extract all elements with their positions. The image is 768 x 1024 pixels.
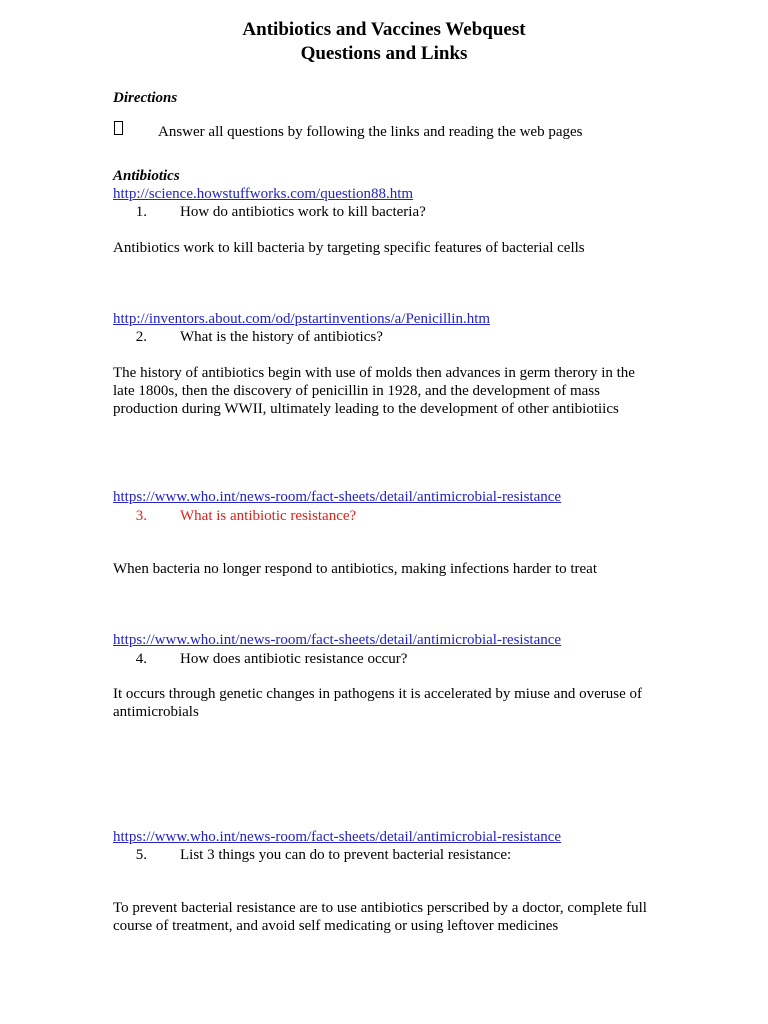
section-heading-antibiotics: Antibiotics — [113, 168, 180, 184]
answer-text-5: To prevent bacterial resistance are to use antibiotics perscribed by a doctor, complete full course of treatment, and avoid self medicating or using leftover medicines — [113, 900, 647, 934]
answer-text-3: When bacteria no longer respond to antibiotics, making infections harder to treat — [113, 561, 598, 577]
bullet-icon — [114, 121, 123, 140]
question-number-2: 2. — [135, 329, 147, 345]
question-number-1: 1. — [135, 204, 147, 220]
link-item-1[interactable]: http://science.howstuffworks.com/question88.htm — [113, 186, 414, 202]
link-item-4[interactable]: https://www.who.int/news-room/fact-sheets/detail/antimicrobial-resistance — [113, 632, 562, 648]
question-number-3: 3. — [135, 508, 147, 524]
answer-text-2: The history of antibiotics begin with use of molds then advances in germ therory in the late 1800s, then the discovery of penicillin in 1928, and the development of mass production during WWII, ultimately leading to the development of other antibiotiics — [113, 365, 635, 417]
question-text-1: How do antibiotics work to kill bacteria? — [180, 204, 426, 220]
answer-text-1: Antibiotics work to kill bacteria by targeting specific features of bacterial cells — [113, 240, 585, 256]
question-text-5: List 3 things you can do to prevent bacterial resistance: — [180, 847, 512, 863]
link-item-2[interactable]: http://inventors.about.com/od/pstartinventions/a/Penicillin.htm — [113, 311, 491, 327]
directions-heading: Directions — [113, 90, 178, 106]
document-title-line2: Questions and Links — [300, 43, 468, 64]
question-text-2: What is the history of antibiotics? — [180, 329, 383, 345]
question-text-3: What is antibiotic resistance? — [180, 508, 357, 524]
answer-text-4: It occurs through genetic changes in pathogens it is accelerated by miuse and overuse of antimicrobials — [113, 686, 642, 720]
link-item-5[interactable]: https://www.who.int/news-room/fact-sheets/detail/antimicrobial-resistance — [113, 829, 562, 845]
directions-text: Answer all questions by following the links and reading the web pages — [158, 124, 583, 140]
question-text-4: How does antibiotic resistance occur? — [180, 651, 408, 667]
document-title-line1: Antibiotics and Vaccines Webquest — [242, 19, 526, 40]
question-number-5: 5. — [135, 847, 147, 863]
question-number-4: 4. — [135, 651, 147, 667]
link-item-3[interactable]: https://www.who.int/news-room/fact-sheets/detail/antimicrobial-resistance — [113, 489, 562, 505]
